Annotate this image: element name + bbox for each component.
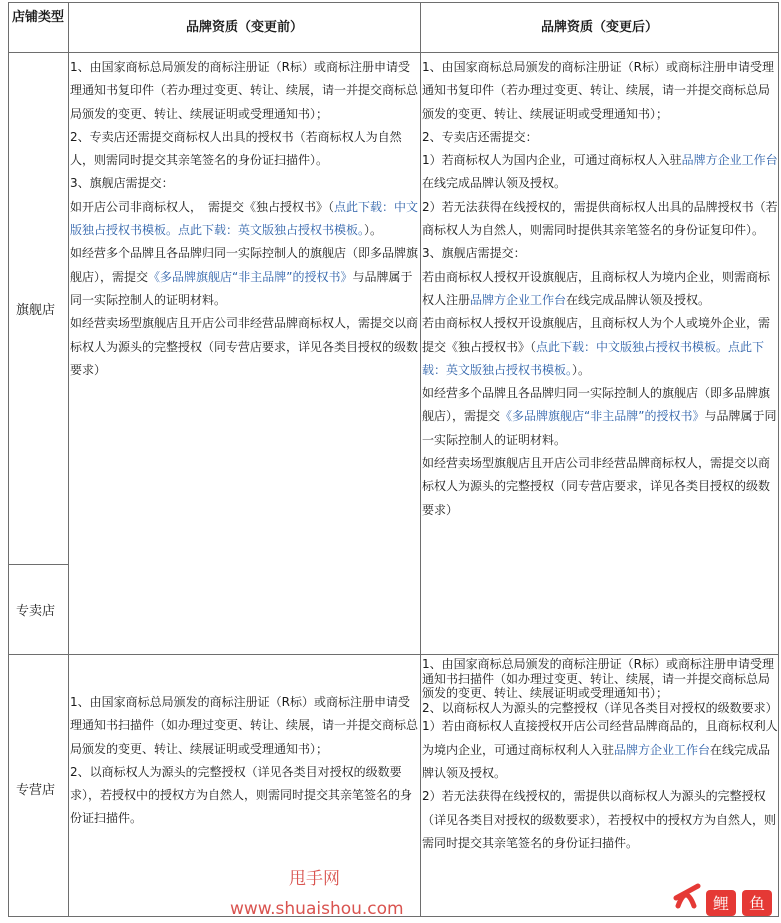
text: 若由商标权人授权开设旗舰店，且商标权人为个人或境外企业，需提交《独占授权书》（ (422, 316, 771, 354)
brand-workbench-link[interactable]: 品牌方企业工作台 (470, 292, 567, 307)
header-store-type: 店铺类型 (11, 10, 64, 25)
paragraph: 如经营卖场型旗舰店且开店公司非经营品牌商标权人，需提交以商标权人为源头的完整授权（同专营店要求，详见各类目授权的级数要求） (422, 456, 771, 517)
border-left (8, 2, 9, 917)
after-flagship-cell (422, 56, 778, 522)
svg-text:鱼: 鱼 (748, 894, 766, 913)
paragraph (70, 242, 420, 312)
text: 1）若由商标权人直接授权开店公司经营品牌商品的，且商标权利人为境内企业，可通过商标权利人入驻 (422, 719, 778, 757)
watermark-site-name: 甩手网 (289, 869, 340, 889)
text: 在线完成品牌认领及授权。 (422, 176, 567, 191)
paragraph: 2）若无法获得在线授权的，需提供以商标权人为源头的完整授权（详见各类目对授权的级数要求），若授权中的授权方为自然人，则需同时提交其亲笔签名的身份证扫描件。 (422, 789, 777, 850)
multi-brand-authorization-link[interactable]: 《多品牌旗舰店“非主品牌”的授权书》 (500, 409, 705, 424)
paragraph: 2、以商标权人为源头的完整授权（详见各类目对授权的级数要求） (422, 700, 778, 715)
store-type-specialty: 专卖店 (16, 604, 56, 619)
text: 在线完成品牌认领及授权。 (566, 292, 711, 307)
header-after: 品牌资质（变更后） (540, 20, 658, 35)
paragraph: 3、旗舰店需提交： (70, 176, 174, 191)
paragraph: 如经营卖场型旗舰店且开店公司非经营品牌商标权人，需提交以商标权人为源头的完整授权（同专营店要求，详见各类目授权的级数要求） (70, 316, 419, 377)
store-type-flagship: 旗舰店 (16, 303, 56, 318)
border-top (8, 2, 779, 3)
text: 与品牌属于同一实际控制人的证明材料。 (422, 409, 777, 447)
border-group-bottom (8, 654, 779, 655)
paragraph: 1、由国家商标总局颁发的商标注册证（R标）或商标注册申请受理通知书扫描件（如办理过变更、转让、续展，请一并提交商标总局颁发的变更、转让、续展证明或受理通知书）； (70, 695, 419, 756)
paragraph: 2、专卖店还需提交： (422, 129, 538, 144)
after-franchise-cell (422, 657, 778, 855)
paragraph: 1、由国家商标总局颁发的商标注册证（R标）或商标注册申请受理通知书扫描件（如办理过变更、转让、续展，请一并提交商标总局颁发的变更、转让、续展证明或受理通知书）； (422, 657, 774, 701)
paragraph (422, 715, 778, 785)
text: 1）若商标权人为国内企业，可通过商标权人入驻 (422, 153, 682, 168)
paragraph: 2、以商标权人为源头的完整授权（详见各类目对授权的级数要求），若授权中的授权方为自然人，则需同时提交其亲笔签名的身份证扫描件。 (70, 764, 413, 826)
text: 如经营多个品牌且各品牌归同一实际控制人的旗舰店（即多品牌旗舰店），需提交 (422, 386, 771, 424)
before-franchise-cell (70, 691, 420, 831)
text: 如开店公司非商标权人， 需提交《独占授权书》（ (70, 199, 335, 214)
paragraph: 2、专卖店还需提交商标权人出具的授权书（若商标权人为自然人，则需同时提交其亲笔签名的身份证扫描件）。 (70, 129, 402, 168)
paragraph (422, 312, 778, 382)
before-flagship-cell (70, 56, 420, 382)
header-before: 品牌资质（变更前） (185, 20, 303, 35)
paragraph: 1、由国家商标总局颁发的商标注册证（R标）或商标注册申请受理通知书复印件（若办理过变更、转让、续展，请一并提交商标总局颁发的变更、转让、续展证明或受理通知书）； (70, 60, 419, 121)
paragraph: 2）若无法获得在线授权的，需提供商标权人出具的品牌授权书（若商标权人为自然人，则需同时提供其亲笔签名的身份证复印件）。 (422, 199, 778, 238)
text: 与品牌属于同一实际控制人的证明材料。 (70, 269, 413, 307)
paragraph (422, 266, 778, 313)
text: 在线完成品牌认领及授权。 (422, 742, 771, 780)
text: ）。 (364, 223, 383, 238)
brand-workbench-link[interactable]: 品牌方企业工作台 (681, 153, 778, 168)
watermark-logo (672, 876, 778, 920)
download-template-link[interactable]: 点此下载：中文版独占授权书模板。点此下载：英文版独占授权书模板。 (422, 339, 765, 377)
text: 若由商标权人授权开设旗舰店，且商标权人为境内企业，则需商标权人注册 (422, 269, 771, 307)
border-col1 (68, 2, 69, 917)
paragraph: 3、旗舰店需提交： (422, 246, 526, 261)
text: 如经营多个品牌且各品牌归同一实际控制人的旗舰店（即多品牌旗舰店），需提交 (70, 246, 419, 284)
paragraph (70, 196, 420, 243)
border-col2 (420, 2, 421, 917)
border-right (778, 2, 779, 917)
paragraph (422, 382, 778, 452)
multi-brand-authorization-link[interactable]: 《多品牌旗舰店“非主品牌”的授权书》 (148, 269, 353, 284)
border-flagship-specialty (8, 564, 68, 565)
store-type-franchise: 专营店 (16, 783, 56, 798)
border-header-bottom (8, 52, 779, 53)
text: ）。 (572, 362, 591, 377)
svg-text:鲤: 鲤 (712, 894, 730, 913)
paragraph: 1、由国家商标总局颁发的商标注册证（R标）或商标注册申请受理通知书复印件（若办理过变更、转让、续展，请一并提交商标总局颁发的变更、转让、续展证明或受理通知书）； (422, 60, 774, 121)
paragraph (422, 149, 778, 196)
brand-workbench-link[interactable]: 品牌方企业工作台 (614, 742, 711, 757)
download-template-link[interactable]: 点此下载：中文版独占授权书模板。点此下载：英文版独占授权书模板。 (70, 199, 419, 238)
watermark-site-url: www.shuaishou.com (230, 899, 404, 919)
